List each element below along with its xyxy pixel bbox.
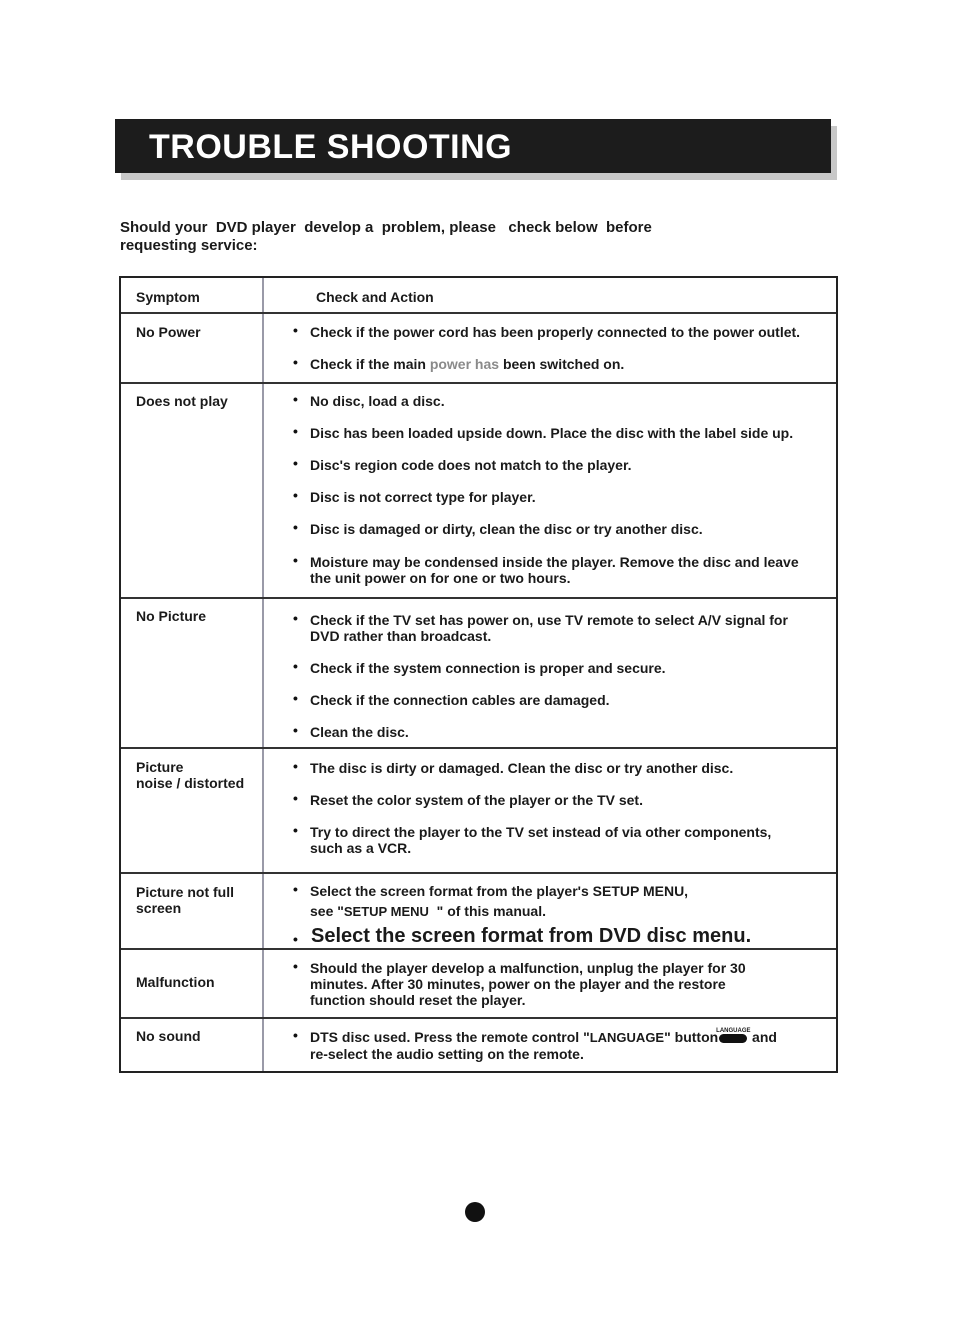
bullet: • bbox=[293, 958, 298, 974]
row-divider bbox=[121, 948, 836, 950]
bullet: • bbox=[293, 931, 298, 947]
action-text: Check if the main bbox=[310, 356, 430, 372]
action-item: Clean the disc. bbox=[310, 724, 409, 740]
bullet: • bbox=[293, 790, 298, 806]
action-item: Should the player develop a malfunction, unplug the player for 30 minutes. After 30 minutes, power on the player and the restore function should reset the player. bbox=[310, 960, 746, 1008]
intro-line-1: Should your DVD player develop a problem, please check below before bbox=[120, 219, 652, 236]
action-item bbox=[310, 903, 830, 920]
row-divider bbox=[121, 597, 836, 599]
action-item: The disc is dirty or damaged. Clean the disc or try another disc. bbox=[310, 760, 734, 776]
action-item bbox=[310, 1029, 795, 1062]
row-divider bbox=[121, 312, 836, 314]
bullet: • bbox=[293, 881, 298, 897]
action-item bbox=[310, 356, 830, 372]
bullet: • bbox=[293, 722, 298, 738]
title-bar bbox=[115, 119, 831, 173]
symptom-no-sound: No sound bbox=[136, 1028, 201, 1044]
bullet: • bbox=[293, 758, 298, 774]
header-symptom: Symptom bbox=[136, 289, 200, 305]
action-item: Disc has been loaded upside down. Place the disc with the label side up. bbox=[310, 425, 794, 441]
bullet: • bbox=[293, 690, 298, 706]
bullet: • bbox=[293, 822, 298, 838]
symptom-no-picture: No Picture bbox=[136, 608, 207, 624]
bullet: • bbox=[293, 455, 298, 471]
action-item: Check if the TV set has power on, use TV remote to select A/V signal for DVD rather than broadcast. bbox=[310, 612, 788, 644]
symptom-picture-not-full: Picture not full screen bbox=[136, 884, 234, 916]
action-text: see " bbox=[310, 903, 344, 919]
header-action: Check and Action bbox=[316, 289, 434, 305]
row-divider bbox=[121, 1017, 836, 1019]
intro-text bbox=[120, 219, 760, 255]
action-text-grey: power has bbox=[429, 356, 500, 372]
symptom-no-power: No Power bbox=[136, 324, 201, 340]
symptom-malfunction: Malfunction bbox=[136, 974, 215, 990]
action-item: Disc's region code does not match to the player. bbox=[310, 457, 632, 473]
troubleshooting-table bbox=[119, 276, 838, 1073]
bullet: • bbox=[293, 487, 298, 503]
action-text: and re-select the audio setting on the remote. bbox=[310, 1029, 777, 1062]
language-button-icon bbox=[716, 1027, 751, 1043]
bullet: • bbox=[293, 322, 298, 338]
action-item: Check if the connection cables are damaged. bbox=[310, 692, 610, 708]
action-item: Disc is damaged or dirty, clean the disc or try another disc. bbox=[310, 521, 703, 537]
intro-line-2: requesting service: bbox=[120, 237, 258, 254]
bullet: • bbox=[293, 354, 298, 370]
bullet: • bbox=[293, 391, 298, 407]
page-title: TROUBLE SHOOTING bbox=[149, 128, 513, 166]
action-item: Reset the color system of the player or the TV set. bbox=[310, 792, 643, 808]
action-text: " button bbox=[664, 1029, 719, 1045]
action-item: Select the screen format from the player's SETUP MENU, bbox=[310, 883, 689, 899]
symptom-picture-noise bbox=[136, 759, 244, 791]
setup-menu-ref: SETUP MENU bbox=[343, 904, 429, 919]
row-divider bbox=[121, 872, 836, 874]
action-item: Check if the system connection is proper and secure. bbox=[310, 660, 666, 676]
action-item: Check if the power cord has been properly connected to the power outlet. bbox=[310, 324, 801, 340]
bullet: • bbox=[293, 423, 298, 439]
bullet: • bbox=[293, 658, 298, 674]
row-divider bbox=[121, 747, 836, 749]
action-item-large: Select the screen format from DVD disc menu. bbox=[311, 925, 752, 947]
action-text: been switched on. bbox=[499, 356, 625, 372]
bullet: • bbox=[293, 552, 298, 568]
bullet: • bbox=[293, 1027, 298, 1043]
symptom-does-not-play: Does not play bbox=[136, 393, 228, 409]
bullet: • bbox=[293, 610, 298, 626]
column-divider bbox=[262, 278, 264, 1071]
action-item: Try to direct the player to the TV set instead of via other components, such as a VCR. bbox=[310, 824, 772, 856]
language-ref: LANGUAGE bbox=[589, 1030, 665, 1045]
language-button-label: LANGUAGE bbox=[716, 1027, 751, 1034]
bullet: • bbox=[293, 519, 298, 535]
page-number-dot bbox=[465, 1202, 485, 1222]
action-item: Disc is not correct type for player. bbox=[310, 489, 536, 505]
symptom-line: noise / distorted bbox=[136, 775, 245, 791]
row-divider bbox=[121, 382, 836, 384]
action-item: Moisture may be condensed inside the player. Remove the disc and leave the unit power on for one or two hours. bbox=[310, 554, 799, 586]
symptom-line: Picture bbox=[136, 759, 184, 775]
action-text: " of this manual. bbox=[428, 903, 546, 919]
action-text: DTS disc used. Press the remote control " bbox=[310, 1029, 590, 1045]
action-item: No disc, load a disc. bbox=[310, 393, 445, 409]
